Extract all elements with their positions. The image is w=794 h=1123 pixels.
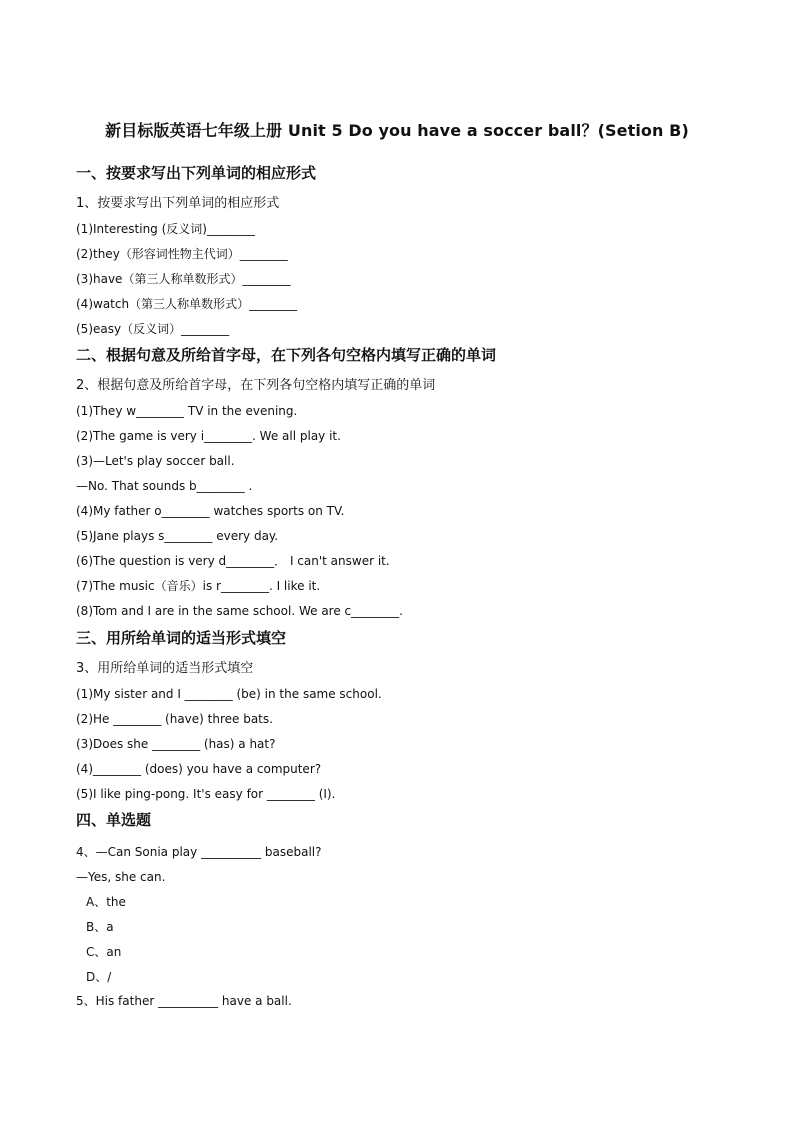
section-2-item-8: (8)Tom and I are in the same school. We are c________.: [76, 604, 403, 618]
document-title: 新目标版英语七年级上册 Unit 5 Do you have a soccer ball？(Setion B): [105, 121, 689, 140]
section-1-item-1: (1)Interesting (反义词)________: [76, 222, 255, 236]
section-3-question: 3、用所给单词的适当形式填空: [76, 661, 254, 676]
section-3-heading: 三、用所给单词的适当形式填空: [76, 629, 287, 647]
question-4-answer-line: —Yes, she can.: [76, 870, 166, 884]
section-2-item-3: (3)—Let's play soccer ball.: [76, 454, 235, 468]
section-2-question: 2、根据句意及所给首字母，在下列各句空格内填写正确的单词: [76, 378, 436, 393]
section-3-item-3: (3)Does she ________ (has) a hat?: [76, 737, 276, 751]
section-1-item-3: (3)have（第三人称单数形式）________: [76, 272, 291, 286]
question-4-option-b: B、a: [86, 920, 114, 934]
section-3-item-5: (5)I like ping-pong. It's easy for ________ (I).: [76, 787, 336, 801]
section-1-heading: 一、按要求写出下列单词的相应形式: [76, 164, 317, 182]
section-2-item-1: (1)They w________ TV in the evening.: [76, 404, 298, 418]
question-4-option-a: A、the: [86, 895, 126, 909]
section-4-heading: 四、单选题: [76, 811, 152, 829]
section-2-item-4: (4)My father o________ watches sports on TV.: [76, 504, 345, 518]
question-4-stem: 4、—Can Sonia play __________ baseball?: [76, 845, 322, 859]
section-1-item-2: (2)they（形容词性物主代词）________: [76, 247, 288, 261]
section-2-item-7: (7)The music（音乐）is r________. I like it.: [76, 579, 321, 593]
section-2-item-5: (5)Jane plays s________ every day.: [76, 529, 279, 543]
question-4-option-d: D、/: [86, 970, 112, 984]
question-5-stem: 5、His father __________ have a ball.: [76, 994, 292, 1008]
section-1-question: 1、按要求写出下列单词的相应形式: [76, 196, 280, 211]
section-3-item-2: (2)He ________ (have) three bats.: [76, 712, 273, 726]
section-2-item-6: (6)The question is very d________． I can't answer it.: [76, 554, 390, 568]
section-3-item-4: (4)________ (does) you have a computer?: [76, 762, 322, 776]
question-4-option-c: C、an: [86, 945, 122, 959]
section-2-item-3-reply: —No. That sounds b________ .: [76, 479, 253, 493]
section-1-item-4: (4)watch（第三人称单数形式）________: [76, 297, 298, 311]
section-3-item-1: (1)My sister and I ________ (be) in the same school.: [76, 687, 382, 701]
section-1-item-5: (5)easy（反义词）________: [76, 322, 230, 336]
section-2-item-2: (2)The game is very i________. We all play it.: [76, 429, 341, 443]
section-2-heading: 二、根据句意及所给首字母，在下列各句空格内填写正确的单词: [76, 346, 497, 364]
